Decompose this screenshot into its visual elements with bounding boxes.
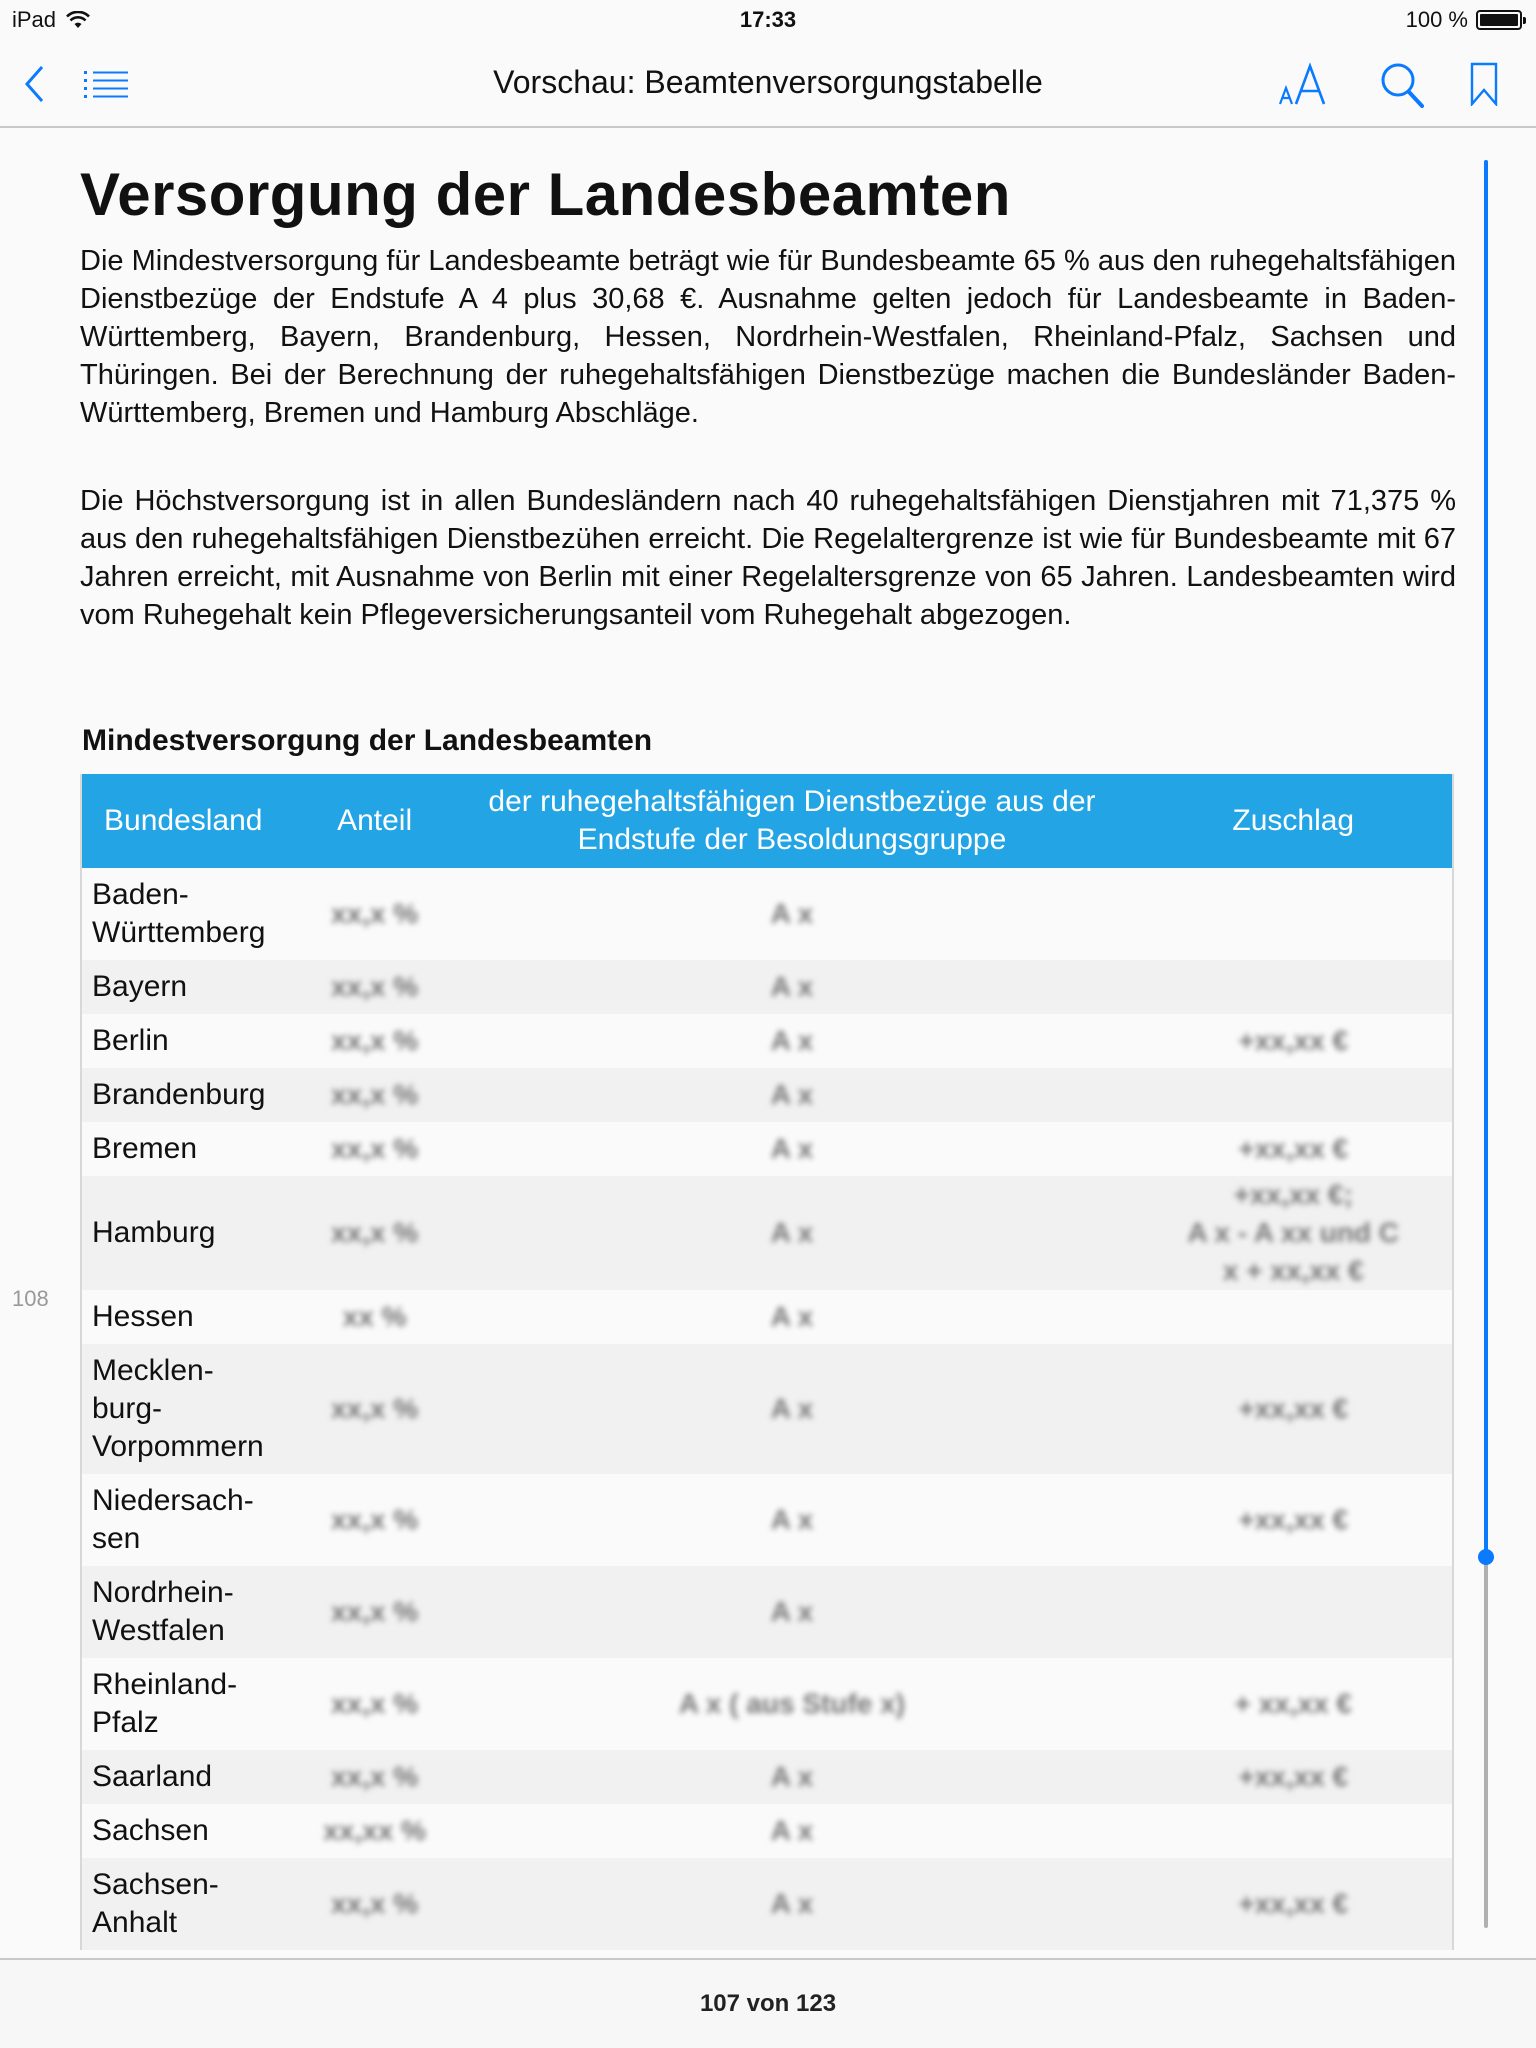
cell-zuschlag: +xx,xx €	[1238, 1393, 1349, 1424]
cell-besoldungsgruppe: A x	[770, 1888, 814, 1919]
cell-besoldungsgruppe: A x	[770, 1025, 814, 1056]
table-row	[82, 1658, 1452, 1750]
search-icon[interactable]	[1380, 62, 1424, 108]
cell-anteil: xx,x %	[330, 1888, 419, 1919]
cell-anteil: xx,x %	[330, 1596, 419, 1627]
cell-anteil: xx,x %	[330, 1761, 419, 1792]
cell-bundesland: Bayern	[92, 970, 188, 1003]
cell-bundesland: Saarland	[92, 1760, 213, 1793]
paragraph-hoechstversorgung: Die Höchstversorgung ist in allen Bundesländern nach 40 ruhegehaltsfähigen Dienstjahren mit 71,375 % aus den ruhegehaltsfähigen Dienstbezühen erreicht. Die Regelaltergrenze ist wie für Bundesbeamte mit 67 Jahren erreicht, mit Ausnahme von Berlin mit einer Regelaltersgrenze von 65 Jahren. Landesbeamten wird vom Ruhegehalt kein Pflegeversicherungsanteil vom Ruhegehalt abgezogen.	[80, 485, 1456, 631]
table-row	[82, 960, 1452, 1014]
cell-besoldungsgruppe: A x ( aus Stufe x)	[678, 1688, 906, 1719]
cell-bundesland: Nordrhein- Westfalen	[92, 1576, 234, 1647]
cell-bundesland: Sachsen- Anhalt	[92, 1868, 219, 1939]
cell-bundesland: Brandenburg	[92, 1078, 266, 1111]
table-row	[82, 1068, 1452, 1122]
cell-zuschlag: + xx,xx €	[1234, 1688, 1353, 1719]
cell-anteil: xx,x %	[330, 1133, 419, 1164]
cell-bundesland: Mecklen- burg- Vorpommern	[92, 1354, 264, 1463]
cell-zuschlag: +xx,xx €; A x - A xx und C x + xx,xx €	[1187, 1179, 1400, 1286]
cell-bundesland: Sachsen	[92, 1814, 209, 1847]
device-label: iPad	[12, 7, 57, 32]
nav-bar	[0, 40, 1536, 128]
cell-anteil: xx,xx %	[323, 1815, 426, 1846]
table-row	[82, 1750, 1452, 1804]
cell-bundesland: Bremen	[92, 1132, 198, 1165]
bottom-bar	[0, 1958, 1536, 2048]
cell-anteil: xx,x %	[330, 971, 419, 1002]
font-size-icon[interactable]	[1278, 62, 1330, 106]
table-row	[82, 1122, 1452, 1176]
battery-percent: 100 %	[1405, 7, 1468, 32]
table-row	[82, 1566, 1452, 1658]
table-body	[82, 868, 1452, 1950]
side-page-number: 108	[12, 1286, 49, 1311]
cell-zuschlag: +xx,xx €	[1238, 1133, 1349, 1164]
cell-besoldungsgruppe: A x	[770, 971, 814, 1002]
cell-bundesland: Berlin	[92, 1024, 169, 1057]
cell-anteil: xx,x %	[330, 898, 419, 929]
battery-icon	[1476, 10, 1522, 30]
cell-bundesland: Hessen	[92, 1300, 194, 1333]
cell-besoldungsgruppe: A x	[770, 1301, 814, 1332]
table-row	[82, 1176, 1452, 1290]
cell-anteil: xx,x %	[330, 1079, 419, 1110]
cell-besoldungsgruppe: A x	[770, 898, 814, 929]
clock: 17:33	[739, 7, 797, 32]
column-header-zuschlag: Zuschlag	[1232, 804, 1355, 837]
cell-bundesland: Niedersach- sen	[92, 1484, 254, 1555]
cell-anteil: xx %	[342, 1301, 407, 1332]
status-bar	[0, 0, 1536, 40]
table-row	[82, 1344, 1452, 1474]
table-row	[82, 1290, 1452, 1344]
cell-anteil: xx,x %	[330, 1504, 419, 1535]
column-header-bundesland: Bundesland	[104, 804, 263, 837]
cell-besoldungsgruppe: A x	[770, 1079, 814, 1110]
table-row	[82, 1858, 1452, 1950]
cell-zuschlag: +xx,xx €	[1238, 1504, 1349, 1535]
document-content[interactable]	[0, 130, 1536, 1958]
cell-zuschlag: +xx,xx €	[1238, 1761, 1349, 1792]
cell-besoldungsgruppe: A x	[770, 1133, 814, 1164]
cell-bundesland: Rheinland- Pfalz	[92, 1668, 238, 1739]
cell-zuschlag: +xx,xx €	[1238, 1888, 1349, 1919]
cell-besoldungsgruppe: A x	[770, 1504, 814, 1535]
cell-anteil: xx,x %	[330, 1688, 419, 1719]
article-heading: Versorgung der Landesbeamten	[80, 161, 1011, 228]
cell-besoldungsgruppe: A x	[770, 1393, 814, 1424]
page-indicator: 107 von 123	[699, 1990, 837, 2017]
table-row	[82, 1014, 1452, 1068]
cell-zuschlag: +xx,xx €	[1238, 1025, 1349, 1056]
page-scrubber[interactable]	[1484, 160, 1488, 1928]
nav-title: Vorschau: Beamtenversorgungstabelle	[493, 64, 1043, 100]
cell-anteil: xx,x %	[330, 1025, 419, 1056]
column-header-anteil: Anteil	[337, 804, 413, 837]
scrubber-handle[interactable]	[1478, 1549, 1494, 1565]
cell-besoldungsgruppe: A x	[770, 1596, 814, 1627]
cell-besoldungsgruppe: A x	[770, 1217, 814, 1248]
table-header	[82, 774, 1452, 868]
bookmark-icon[interactable]	[1470, 62, 1498, 106]
cell-bundesland: Baden- Württemberg	[92, 878, 266, 949]
cell-anteil: xx,x %	[330, 1217, 419, 1248]
cell-anteil: xx,x %	[330, 1393, 419, 1424]
cell-besoldungsgruppe: A x	[770, 1815, 814, 1846]
column-header-besoldungsgruppe: der ruhegehaltsfähigen Dienstbezüge aus der Endstufe der Besoldungsgruppe	[488, 785, 1096, 856]
cell-besoldungsgruppe: A x	[770, 1761, 814, 1792]
pension-table	[80, 774, 1454, 1950]
table-title: Mindestversorgung der Landesbeamten	[82, 724, 653, 757]
cell-bundesland: Hamburg	[92, 1216, 216, 1249]
paragraph-mindestversorgung: Die Mindestversorgung für Landesbeamte beträgt wie für Bundesbeamte 65 % aus den ruhegehaltsfähigen Dienstbezüge der Endstufe A 4 plus 30,68 €. Ausnahme gelten jedoch für Landesbeamte in Baden-Württemberg, Bayern, Brandenburg, Hessen, Nordrhein-Westfalen, Rheinland-Pfalz, Sachsen und Thüringen. Bei der Berechnung der ruhegehaltsfähigen Dienstbezüge machen die Bundesländer Baden-Württemberg, Bremen und Hamburg Abschläge.	[80, 245, 1456, 429]
table-row	[82, 868, 1452, 960]
scrubber-progress	[1484, 160, 1488, 1557]
table-row	[82, 1804, 1452, 1858]
table-row	[82, 1474, 1452, 1566]
